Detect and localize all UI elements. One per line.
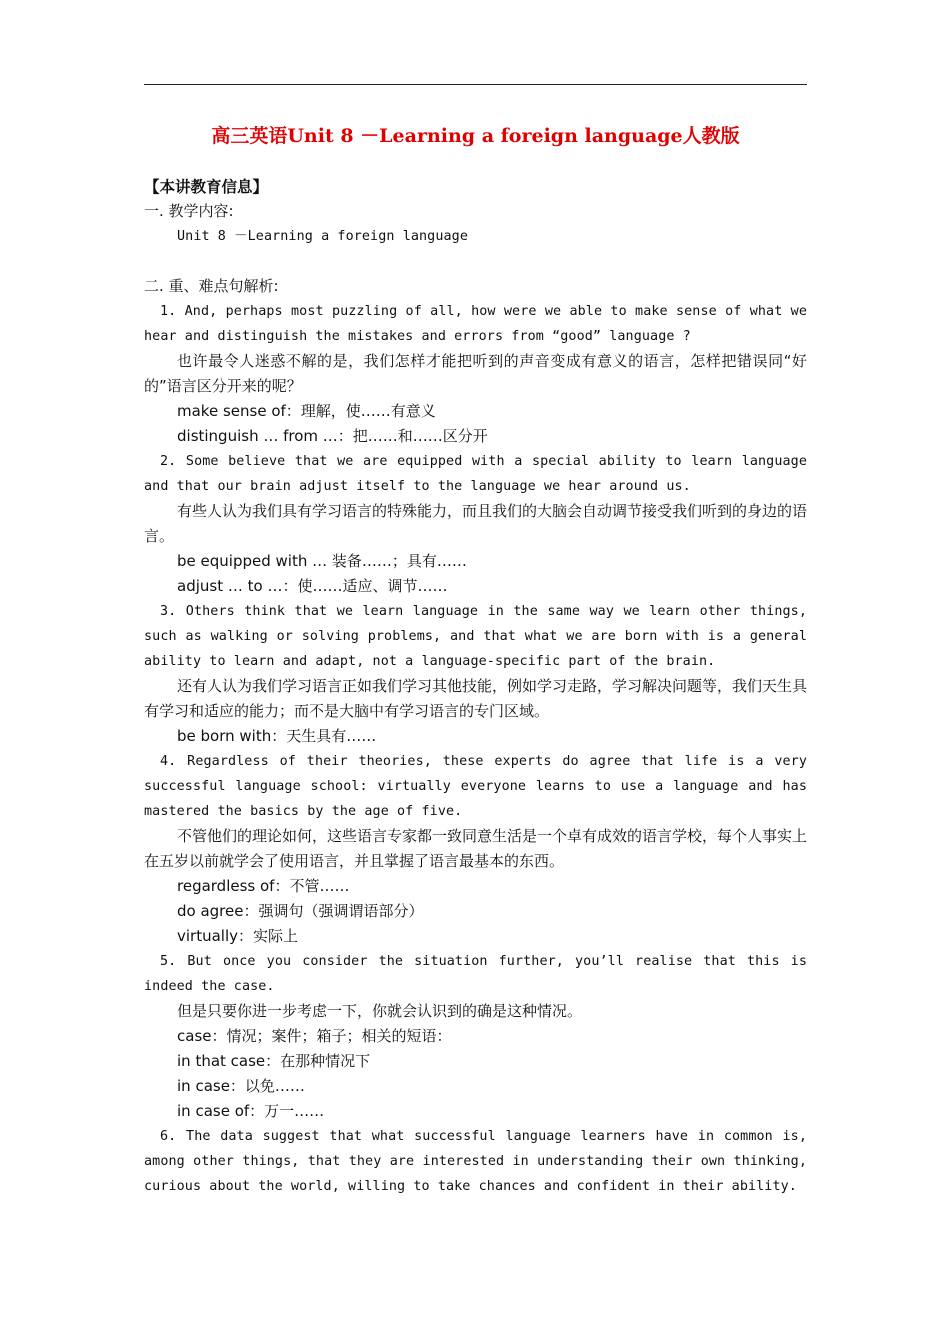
chinese-translation: 有些人认为我们具有学习语言的特殊能力，而且我们的大脑会自动调节接受我们听到的身边的语言。 — [144, 502, 808, 545]
spacer — [144, 249, 807, 274]
vocabulary-note: case：情况；案件；箱子；相关的短语： — [177, 1027, 452, 1045]
vocabulary-note: distinguish … from …：把……和……区分开 — [177, 427, 488, 445]
vocabulary-note: adjust … to …：使……适应、调节…… — [177, 577, 448, 595]
english-sentence: 1. And, perhaps most puzzling of all, how were we able to make sense of what we hear and distinguish the mistakes and errors from “good” language ? — [144, 304, 807, 344]
sentence-item — [144, 299, 807, 449]
document-page — [144, 84, 807, 1199]
vocabulary-note: make sense of：理解，使……有意义 — [177, 402, 436, 420]
sentence-item — [144, 949, 807, 1124]
header-rule — [144, 84, 807, 85]
vocabulary-note: regardless of：不管…… — [177, 877, 350, 895]
vocabulary-note: in case：以免…… — [177, 1077, 305, 1095]
part1-heading: 一. 教学内容: — [144, 202, 234, 220]
english-sentence: 6. The data suggest that what successful language learners have in common is, among other things, that they are interested in understanding their own thinking, curious about the world, willing to take chances and confident in their ability. — [144, 1129, 807, 1194]
chinese-translation: 但是只要你进一步考虑一下，你就会认识到的确是这种情况。 — [177, 1002, 583, 1020]
vocabulary-note: be equipped with … 装备……；具有…… — [177, 552, 467, 570]
part2-heading: 二. 重、难点句解析: — [144, 277, 279, 295]
chinese-translation: 还有人认为我们学习语言正如我们学习其他技能，例如学习走路，学习解决问题等，我们天生具有学习和适应的能力；而不是大脑中有学习语言的专门区域。 — [144, 677, 808, 720]
chinese-translation: 也许最令人迷惑不解的是，我们怎样才能把听到的声音变成有意义的语言，怎样把错误同“好的”语言区分开来的呢？ — [144, 352, 807, 395]
english-sentence: 3. Others think that we learn language in the same way we learn other things, such as walking or solving problems, and that what we are born with is a general ability to learn and adapt, not a language-specific part of the brain. — [144, 604, 807, 669]
chinese-translation: 不管他们的理论如何，这些语言专家都一致同意生活是一个卓有成效的语言学校，每个人事实上在五岁以前就学会了使用语言，并且掌握了语言最基本的东西。 — [144, 827, 808, 870]
section-heading: 【本讲教育信息】 — [144, 178, 269, 196]
sentence-item — [144, 1124, 807, 1199]
sentence-analysis-list — [144, 299, 807, 1199]
vocabulary-note: do agree：强调句（强调谓语部分） — [177, 902, 424, 920]
english-sentence: 5. But once you consider the situation further, you’ll realise that this is indeed the case. — [144, 954, 807, 994]
vocabulary-note: in that case：在那种情况下 — [177, 1052, 371, 1070]
document-title: 高三英语Unit 8 －Learning a foreign language人教版 — [211, 125, 740, 147]
sentence-item — [144, 449, 807, 599]
vocabulary-note: be born with：天生具有…… — [177, 727, 377, 745]
part1-content: Unit 8 －Learning a foreign language — [177, 229, 468, 244]
sentence-item — [144, 749, 807, 949]
english-sentence: 2. Some believe that we are equipped with a special ability to learn language and that our brain adjust itself to the language we hear around us. — [144, 454, 807, 494]
vocabulary-note: virtually：实际上 — [177, 927, 299, 945]
english-sentence: 4. Regardless of their theories, these experts do agree that life is a very successful language school: virtually everyone learns to use a language and has mastered the basics by the age of five. — [144, 754, 807, 819]
vocabulary-note: in case of：万一…… — [177, 1102, 325, 1120]
sentence-item — [144, 599, 807, 749]
